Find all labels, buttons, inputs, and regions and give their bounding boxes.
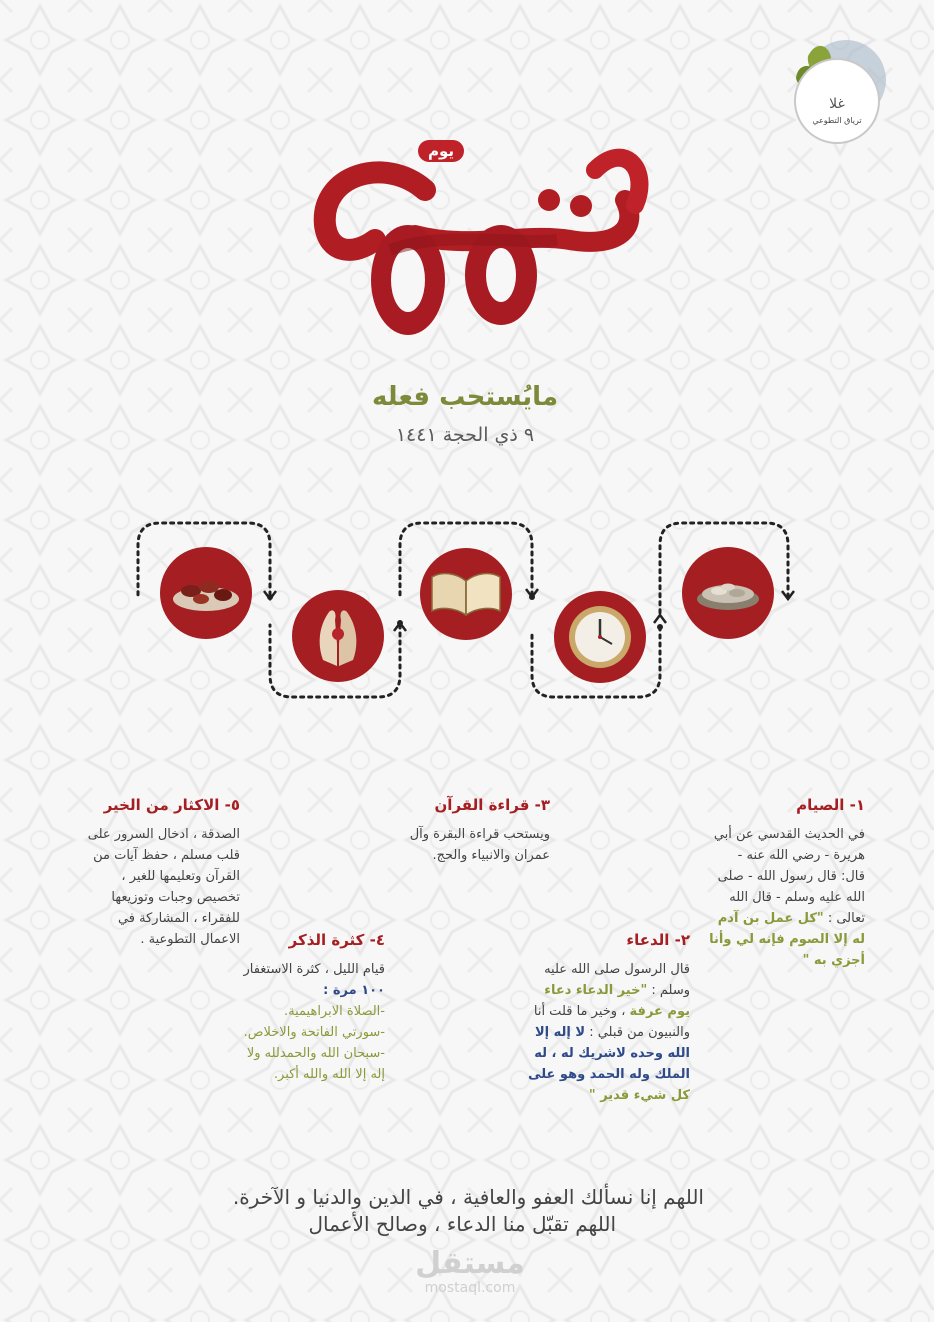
fasting-circle [682, 547, 774, 639]
section-dhikr-line: قيام الليل ، كثرة الاستغفار [243, 962, 385, 977]
section-dua-line [505, 1022, 690, 1043]
mostaql-watermark [395, 1248, 545, 1296]
section-dhikr [210, 930, 385, 1085]
section-fasting-line: في الحديث القدسي عن أبي [713, 827, 865, 842]
section-fasting-line: قال: قال رسول الله - صلى [717, 869, 865, 884]
section-fasting [690, 795, 865, 971]
arafah-calligraphy-art [295, 130, 655, 355]
section-dua-line: قال الرسول صلى الله عليه [544, 962, 690, 977]
section-dua-title: ٢- الدعاء [626, 931, 690, 949]
food-plate-icon [171, 573, 241, 613]
section-good-deeds-line: القرآن وتعليمها للغير ، [121, 869, 240, 884]
section-good-deeds-line: الصدقة ، ادخال السرور على [87, 827, 240, 842]
quran-circle [420, 548, 512, 640]
section-quran-line: عمران والانبياء والحج. [432, 848, 550, 863]
praying-hands-icon [313, 604, 363, 668]
page-subtitle: مايُستحب فعله [371, 382, 559, 412]
section-fasting-line [690, 908, 865, 929]
hadith-quote: "كل عمل بن آدم [717, 911, 824, 926]
hadith-quote: يوم عرفة [629, 1004, 690, 1019]
section-good-deeds-line: قلب مسلم ، حفظ آيات من [93, 848, 240, 863]
section-dua-text: وسلم : [647, 983, 690, 998]
section-fasting-title: ١- الصيام [796, 796, 865, 814]
dhikr-item: -الصلاة الابراهيمية. [284, 1004, 385, 1019]
section-quran-line: ويستحب قراءة البقرة وآل [409, 827, 550, 842]
logo-subtitle: ترياق التطوعي [812, 116, 862, 125]
hadith-quote: أجزي به " [802, 953, 865, 968]
deeds-flow-diagram [130, 515, 810, 705]
section-fasting-text: تعالى : [823, 911, 865, 926]
clock-icon [567, 604, 633, 670]
section-good-deeds-line: الاعمال التطوعية . [140, 932, 240, 947]
coins-icon [695, 573, 761, 613]
arafah-calligraphy-title [295, 130, 655, 355]
quran-book-icon [430, 567, 502, 621]
hadith-quote: له إلا الصوم فإنه لي وأنا [709, 932, 865, 947]
dua-circle [554, 591, 646, 683]
section-quran-title: ٣- قراءة القرآن [434, 796, 550, 814]
watermark-latin: mostaql.com [424, 1280, 516, 1296]
section-good-deeds-title: ٥- الاكثار من الخير [103, 796, 240, 814]
dhikr-count: ١٠٠ مرة : [323, 983, 385, 998]
section-good-deeds-line: تخصيص وجبات وتوزيعها [111, 890, 240, 905]
section-good-deeds [70, 795, 240, 950]
yawm-badge: يوم [418, 140, 464, 162]
supplication-line-2: اللهم تقبّل منا الدعاء ، وصالح الأعمال [308, 1212, 616, 1236]
dhikr-item: -سورتي الفاتحة والاخلاص. [243, 1025, 385, 1040]
dhikr-quote: لا إله إلا [534, 1025, 586, 1040]
dhikr-circle [292, 590, 384, 682]
watermark-arabic: مستقل [415, 1246, 525, 1281]
dhikr-quote: الله وحده لاشريك له ، له [534, 1046, 690, 1061]
organization-logo [788, 38, 888, 158]
section-dua-line [505, 1001, 690, 1022]
dhikr-item: إله إلا الله والله أكبر. [273, 1067, 385, 1082]
dhikr-item: -سبحان الله والحمدلله ولا [246, 1046, 385, 1061]
section-dua-text: والنبيون من قبلي : [585, 1025, 690, 1040]
supplication-line-1: اللهم إنا نسألك العفو والعافية ، في الدين والدنيا و الآخرة. [232, 1185, 704, 1209]
section-quran [380, 795, 550, 866]
hijri-date: ٩ ذي الحجة ١٤٤١ [395, 424, 535, 446]
hadith-quote: كل شيء قدير " [588, 1088, 690, 1103]
section-dua-text: ، وخير ما قلت أنا [533, 1004, 626, 1019]
section-fasting-line: هريرة - رضي الله عنه - [737, 848, 865, 863]
section-fasting-line: الله عليه وسلم - قال الله [729, 890, 865, 905]
section-dua-line [505, 980, 690, 1001]
dhikr-quote: الملك وله الحمد وهو على [528, 1067, 690, 1082]
closing-supplication [160, 1184, 704, 1238]
charity-circle [160, 547, 252, 639]
section-dua [505, 930, 690, 1106]
section-dhikr-title: ٤- كثرة الذكر [288, 931, 385, 949]
hadith-quote: "خير الدعاء دعاء [544, 983, 648, 998]
logo-name: غلا [829, 96, 845, 112]
section-good-deeds-line: للفقراء ، المشاركة في [117, 911, 240, 926]
